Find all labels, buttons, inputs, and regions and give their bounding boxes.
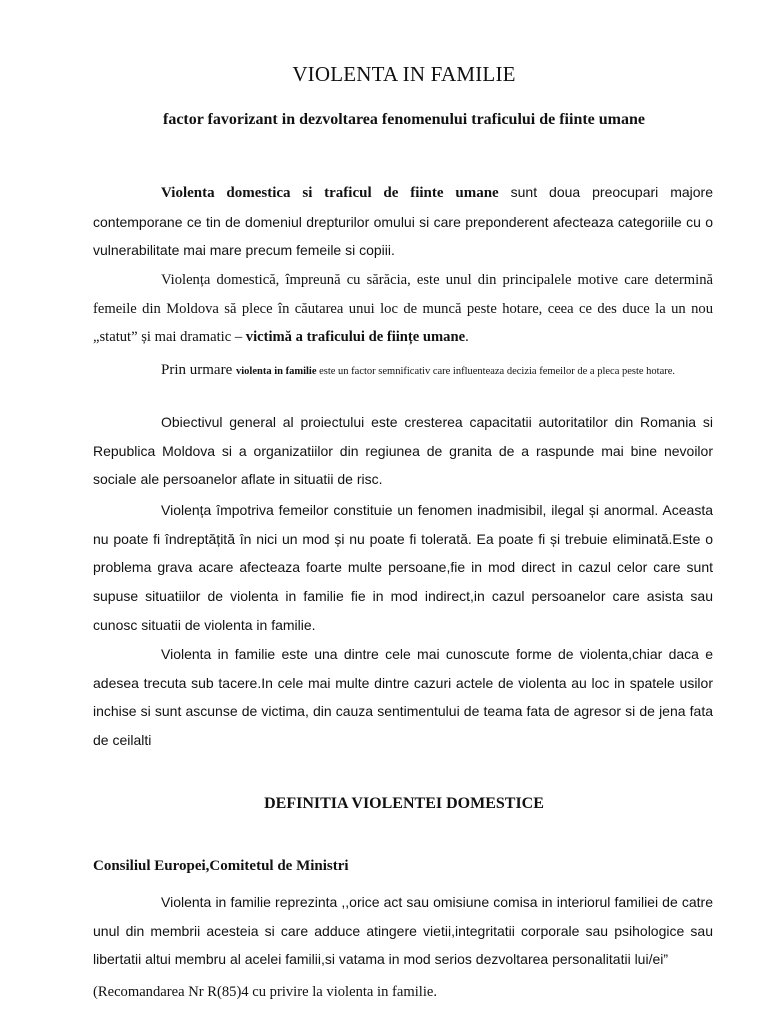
definition-heading: DEFINITIA VIOLENTEI DOMESTICE — [264, 795, 544, 812]
paragraph-2-end: . — [465, 329, 469, 346]
paragraph-8 — [93, 978, 713, 1007]
paragraph-7 — [93, 888, 713, 974]
paragraph-4-text: Obiectivul general al proiectului este cresterea capacitatii autoritatilor din Romania si Republica Moldova si a organizatiilor din regiunea de granita de a raspunde mai bine nevoilor sociale ale persoanelor aflate in situatii de risc. — [93, 414, 713, 488]
paragraph-1-text: sunt doua preocupari majore contemporane ce tin de domeniul drepturilor omului si care preponderent afecteaza categoriile cu o vulnerabilitate mai mare precum femeile si copiii. — [93, 184, 713, 259]
paragraph-8-text: (Recomandarea Nr R(85)4 cu privire la violenta in familie. — [93, 984, 438, 1000]
paragraph-6-text: Violenta in familie este una dintre cele mai cunoscute forme de violenta,chiar daca e adesea trecuta sub tacere.In cele mai multe dintre cazuri actele de violenta au loc in spatele usilor inchise si sunt ascunse de victima, din cauza sentimentului de teama fata de agresor si de jena fata de ceilalti — [93, 646, 713, 749]
paragraph-3 — [93, 355, 713, 386]
paragraph-3-text: este un factor semnificativ care influenteaza decizia femeilor de a pleca peste hotare. — [316, 366, 676, 377]
document-title: VIOLENTA IN FAMILIE — [292, 62, 516, 86]
paragraph-3-bold: violenta in familie — [235, 366, 317, 377]
paragraph-5 — [93, 496, 713, 640]
paragraph-1-bold: Violenta domestica si traficul de fiinte umane — [161, 185, 499, 201]
paragraph-5-text: Violența împotriva femeilor constituie un fenomen inadmisibil, ilegal și anormal. Aceasta nu poate fi îndreptățită în nici un mod și nu poate fi tolerată. Ea poate fi și trebuie eliminată.Este o problema grava acare afecteaza foarte multe persoane,fie in mod direct in cazul celor care sunt supuse situatiilor de violenta in familie fie in mod indirect,in cazul persoanelor care asista sau cunosc situatii de violenta in familie. — [93, 502, 713, 633]
paragraph-7-text: Violenta in familie reprezinta ,,orice act sau omisiune comisa in interiorul familiei de catre unul din membrii acesteia si care adduce atingere vietii,integritatii corporale sau psihologice sau libertatii altui membru al acelei familii,si vatama in mod serios dezvoltarea personalitatii lui/ei” — [93, 894, 713, 968]
paragraph-1 — [93, 178, 713, 265]
paragraph-6 — [93, 640, 713, 755]
document-subtitle: factor favorizant in dezvoltarea fenomenului traficului de fiinte umane — [162, 111, 645, 128]
paragraph-2-bold: victimă a traficului de ființe umane — [245, 329, 466, 346]
paragraph-2 — [93, 266, 713, 352]
council-heading: Consiliul Europei,Comitetul de Ministri — [93, 858, 349, 874]
paragraph-3-lead: Prin urmare — [161, 362, 236, 378]
paragraph-4 — [93, 408, 713, 494]
paragraph-2-text: Violența domestică, împreună cu sărăcia, este unul din principalele motive care determină femeile din Moldova să plece în căutarea unui loc de muncă peste hotare, ceea ce des duce la un nou „statut” și mai dramatic – — [93, 272, 713, 346]
